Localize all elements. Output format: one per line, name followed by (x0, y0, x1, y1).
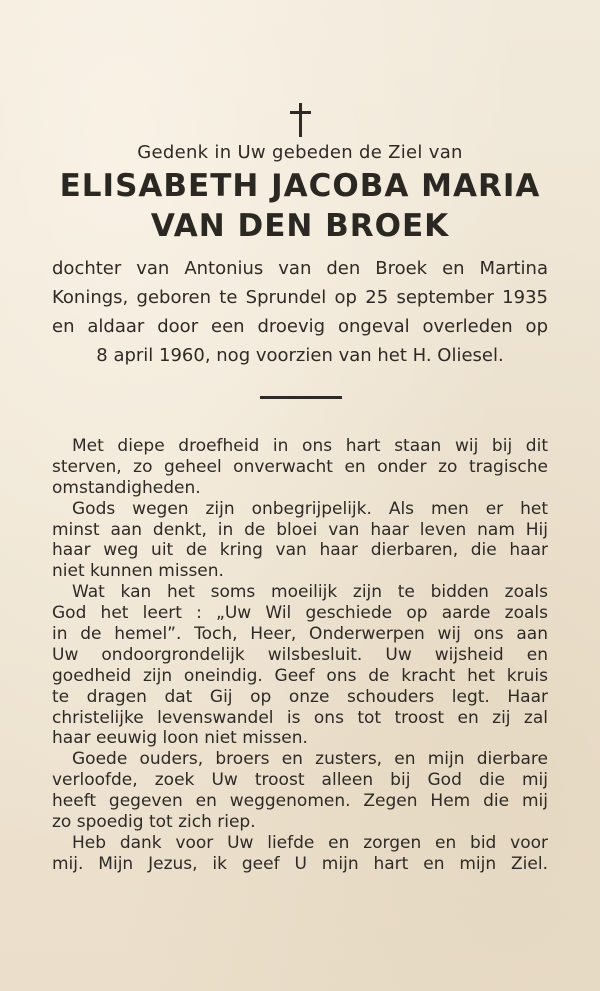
text-line: haar weg uit de kring van haar dierbaren, die haar (52, 540, 548, 561)
bio-line: 8 april 1960, nog voorzien van het H. Oliesel. (96, 345, 504, 366)
bio-line: dochter van Antonius van den Broek en Martina (52, 258, 548, 279)
text-line: Heb dank voor Uw liefde en zorgen en bid voor (72, 832, 548, 853)
text-line: sterven, zo geheel onverwacht en onder zo tragische (52, 456, 548, 477)
biography (52, 254, 548, 370)
text-line: Met diepe droefheid in ons hart staan wij bij dit (72, 436, 548, 456)
intro-line: Gedenk in Uw gebeden de Ziel van (137, 142, 463, 163)
text-line: mij. Mijn Jezus, ik geef U mijn hart en mijn Ziel. (52, 853, 548, 874)
text-line: goedheid zijn oneindig. Geef ons de kracht het kruis (52, 665, 548, 686)
divider (260, 396, 342, 399)
text-line: te dragen dat Gij op onze schouders legt. Haar (52, 686, 548, 707)
deceased-name-line-1: ELISABETH JACOBA MARIA (59, 168, 541, 204)
text-line: Wat kan het soms moeilijk zijn te bidden zoals (72, 582, 548, 603)
memorial-text (52, 436, 548, 875)
text-line: Goede ouders, broers en zusters, en mijn dierbare (72, 749, 548, 770)
text-line: minst aan denkt, in de bloei van haar leven nam Hij (52, 519, 548, 540)
text-line: in de hemel”. Toch, Heer, Onderwerpen wij ons aan (52, 624, 548, 645)
text-line: Gods wegen zijn onbegrijpelijk. Als men er het (72, 498, 548, 519)
text-line: God het leert : „Uw Wil geschiede op aarde zoals (52, 603, 548, 624)
bio-line: Konings, geboren te Sprundel op 25 september 1935 (52, 287, 548, 308)
text-line: niet kunnen missen. (52, 561, 224, 582)
bio-line: en aldaar door een droevig ongeval overleden op (52, 316, 548, 337)
text-line: haar eeuwig loon niet missen. (52, 728, 308, 749)
text-line: Uw ondoorgrondelijk wilsbesluit. Uw wijsheid en (52, 644, 548, 665)
deceased-name-line-2: VAN DEN BROEK (150, 208, 450, 244)
text-line: christelijke levenswandel is ons tot troost en zij zal (52, 707, 548, 728)
text-line: omstandigheden. (52, 477, 201, 498)
text-line: verloofde, zoek Uw troost alleen bij God die mij (52, 770, 548, 791)
text-line: heeft gegeven en weggenomen. Zegen Hem die mij (52, 791, 548, 812)
cross-icon (289, 103, 313, 137)
text-line: zo spoedig tot zich riep. (52, 812, 256, 833)
